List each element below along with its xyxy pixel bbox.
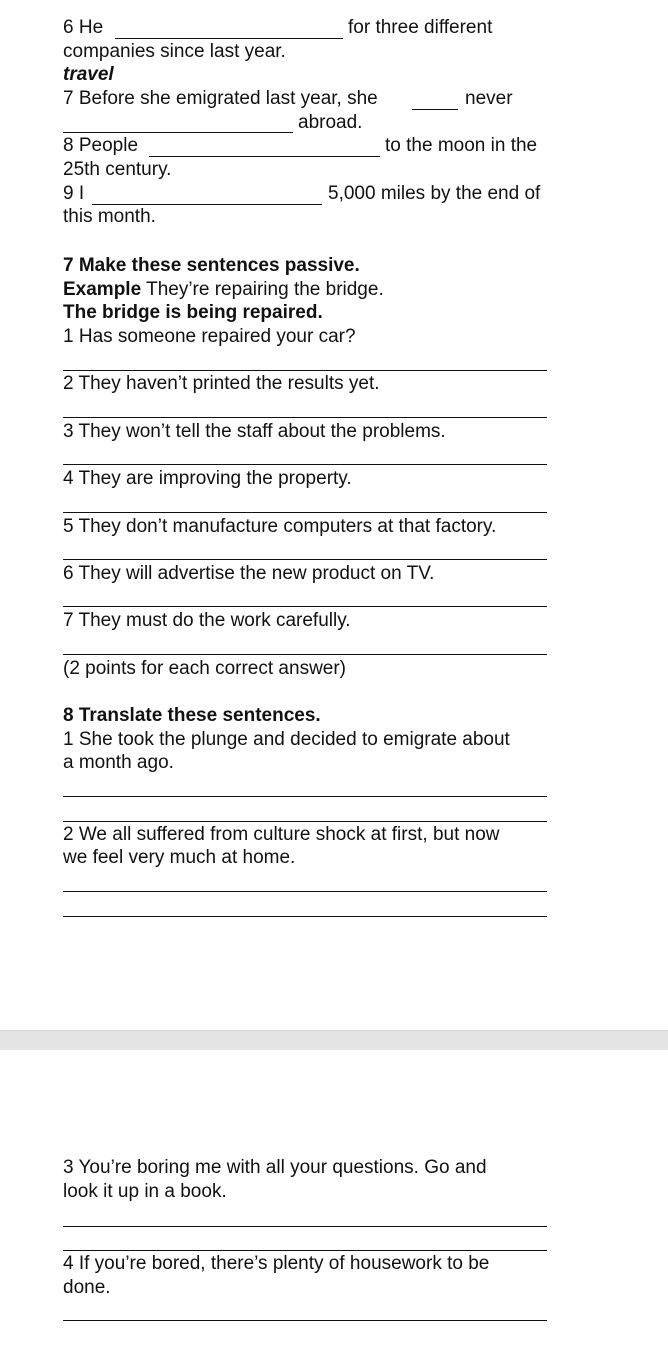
exercise-6-sentence-7-end: abroad. [298, 112, 363, 133]
exercise-7-item-5: 5 They don’t manufacture computers at that factory. [63, 516, 497, 537]
exercise-7-item-2: 2 They haven’t printed the results yet. [63, 373, 380, 394]
answer-line [63, 606, 547, 607]
translate-sentence-1-line-2: a month ago. [63, 752, 174, 773]
exercise-7-item-1: 1 Has someone repaired your car? [63, 326, 356, 347]
answer-line [63, 796, 547, 797]
answer-line [63, 370, 547, 371]
translate-sentence-4-line-2: done. [63, 1277, 111, 1298]
answer-line [63, 559, 547, 560]
answer-line [63, 512, 547, 513]
translate-sentence-4-line-1: 4 If you’re bored, there’s plenty of housework to be [63, 1253, 490, 1274]
exercise-6-sentence-7-middle: never [465, 88, 513, 109]
translate-sentence-2-line-2: we feel very much at home. [63, 847, 296, 868]
answer-line [63, 417, 547, 418]
exercise-7-item-6: 6 They will advertise the new product on TV. [63, 563, 435, 584]
example-label: Example [63, 279, 142, 300]
answer-blank [115, 38, 343, 39]
answer-blank [63, 132, 293, 133]
answer-line [63, 891, 547, 892]
exercise-6-sentence-9-end: 5,000 miles by the end of [328, 183, 541, 204]
exercise-7-item-3: 3 They won’t tell the staff about the problems. [63, 421, 446, 442]
points-note: (2 points for each correct answer) [63, 658, 347, 679]
exercise-6-sentence-7-start: 7 Before she emigrated last year, she [63, 88, 378, 109]
answer-line [63, 654, 547, 655]
exercise-6-sentence-9-start: 9 I [63, 183, 85, 204]
page-separator [0, 1030, 668, 1050]
example-line [63, 278, 384, 302]
exercise-6-sentence-6-end: for three different [348, 17, 493, 38]
answer-line [63, 464, 547, 465]
answer-blank [412, 109, 458, 110]
translate-sentence-2-line-1: 2 We all suffered from culture shock at first, but now [63, 824, 500, 845]
exercise-7-item-7: 7 They must do the work carefully. [63, 610, 351, 631]
answer-line [63, 916, 547, 917]
example-answer: The bridge is being repaired. [63, 302, 323, 323]
answer-blank [149, 156, 380, 157]
exercise-6-sentence-8-continued: 25th century. [63, 159, 172, 180]
example-text: They’re repairing the bridge. [146, 279, 384, 300]
exercise-6-sentence-8-end: to the moon in the [385, 135, 538, 156]
section-8-heading: 8 Translate these sentences. [63, 705, 321, 726]
exercise-6-sentence-6-start: 6 He [63, 17, 104, 38]
exercise-6-sentence-6-continued: companies since last year. [63, 41, 286, 62]
verb-prompt-travel: travel [63, 64, 114, 85]
translate-sentence-3-line-2: look it up in a book. [63, 1181, 227, 1202]
answer-line [63, 1320, 547, 1321]
translate-sentence-3-line-1: 3 You’re boring me with all your questions. Go and [63, 1157, 487, 1178]
exercise-6-sentence-8-start: 8 People [63, 135, 139, 156]
exercise-7-item-4: 4 They are improving the property. [63, 468, 352, 489]
answer-line [63, 1250, 547, 1251]
answer-line [63, 821, 547, 822]
translate-sentence-1-line-1: 1 She took the plunge and decided to emigrate about [63, 729, 510, 750]
answer-line [63, 1226, 547, 1227]
section-7-heading: 7 Make these sentences passive. [63, 255, 360, 276]
exercise-6-sentence-9-continued: this month. [63, 206, 156, 227]
worksheet-page-2 [0, 1050, 668, 1347]
